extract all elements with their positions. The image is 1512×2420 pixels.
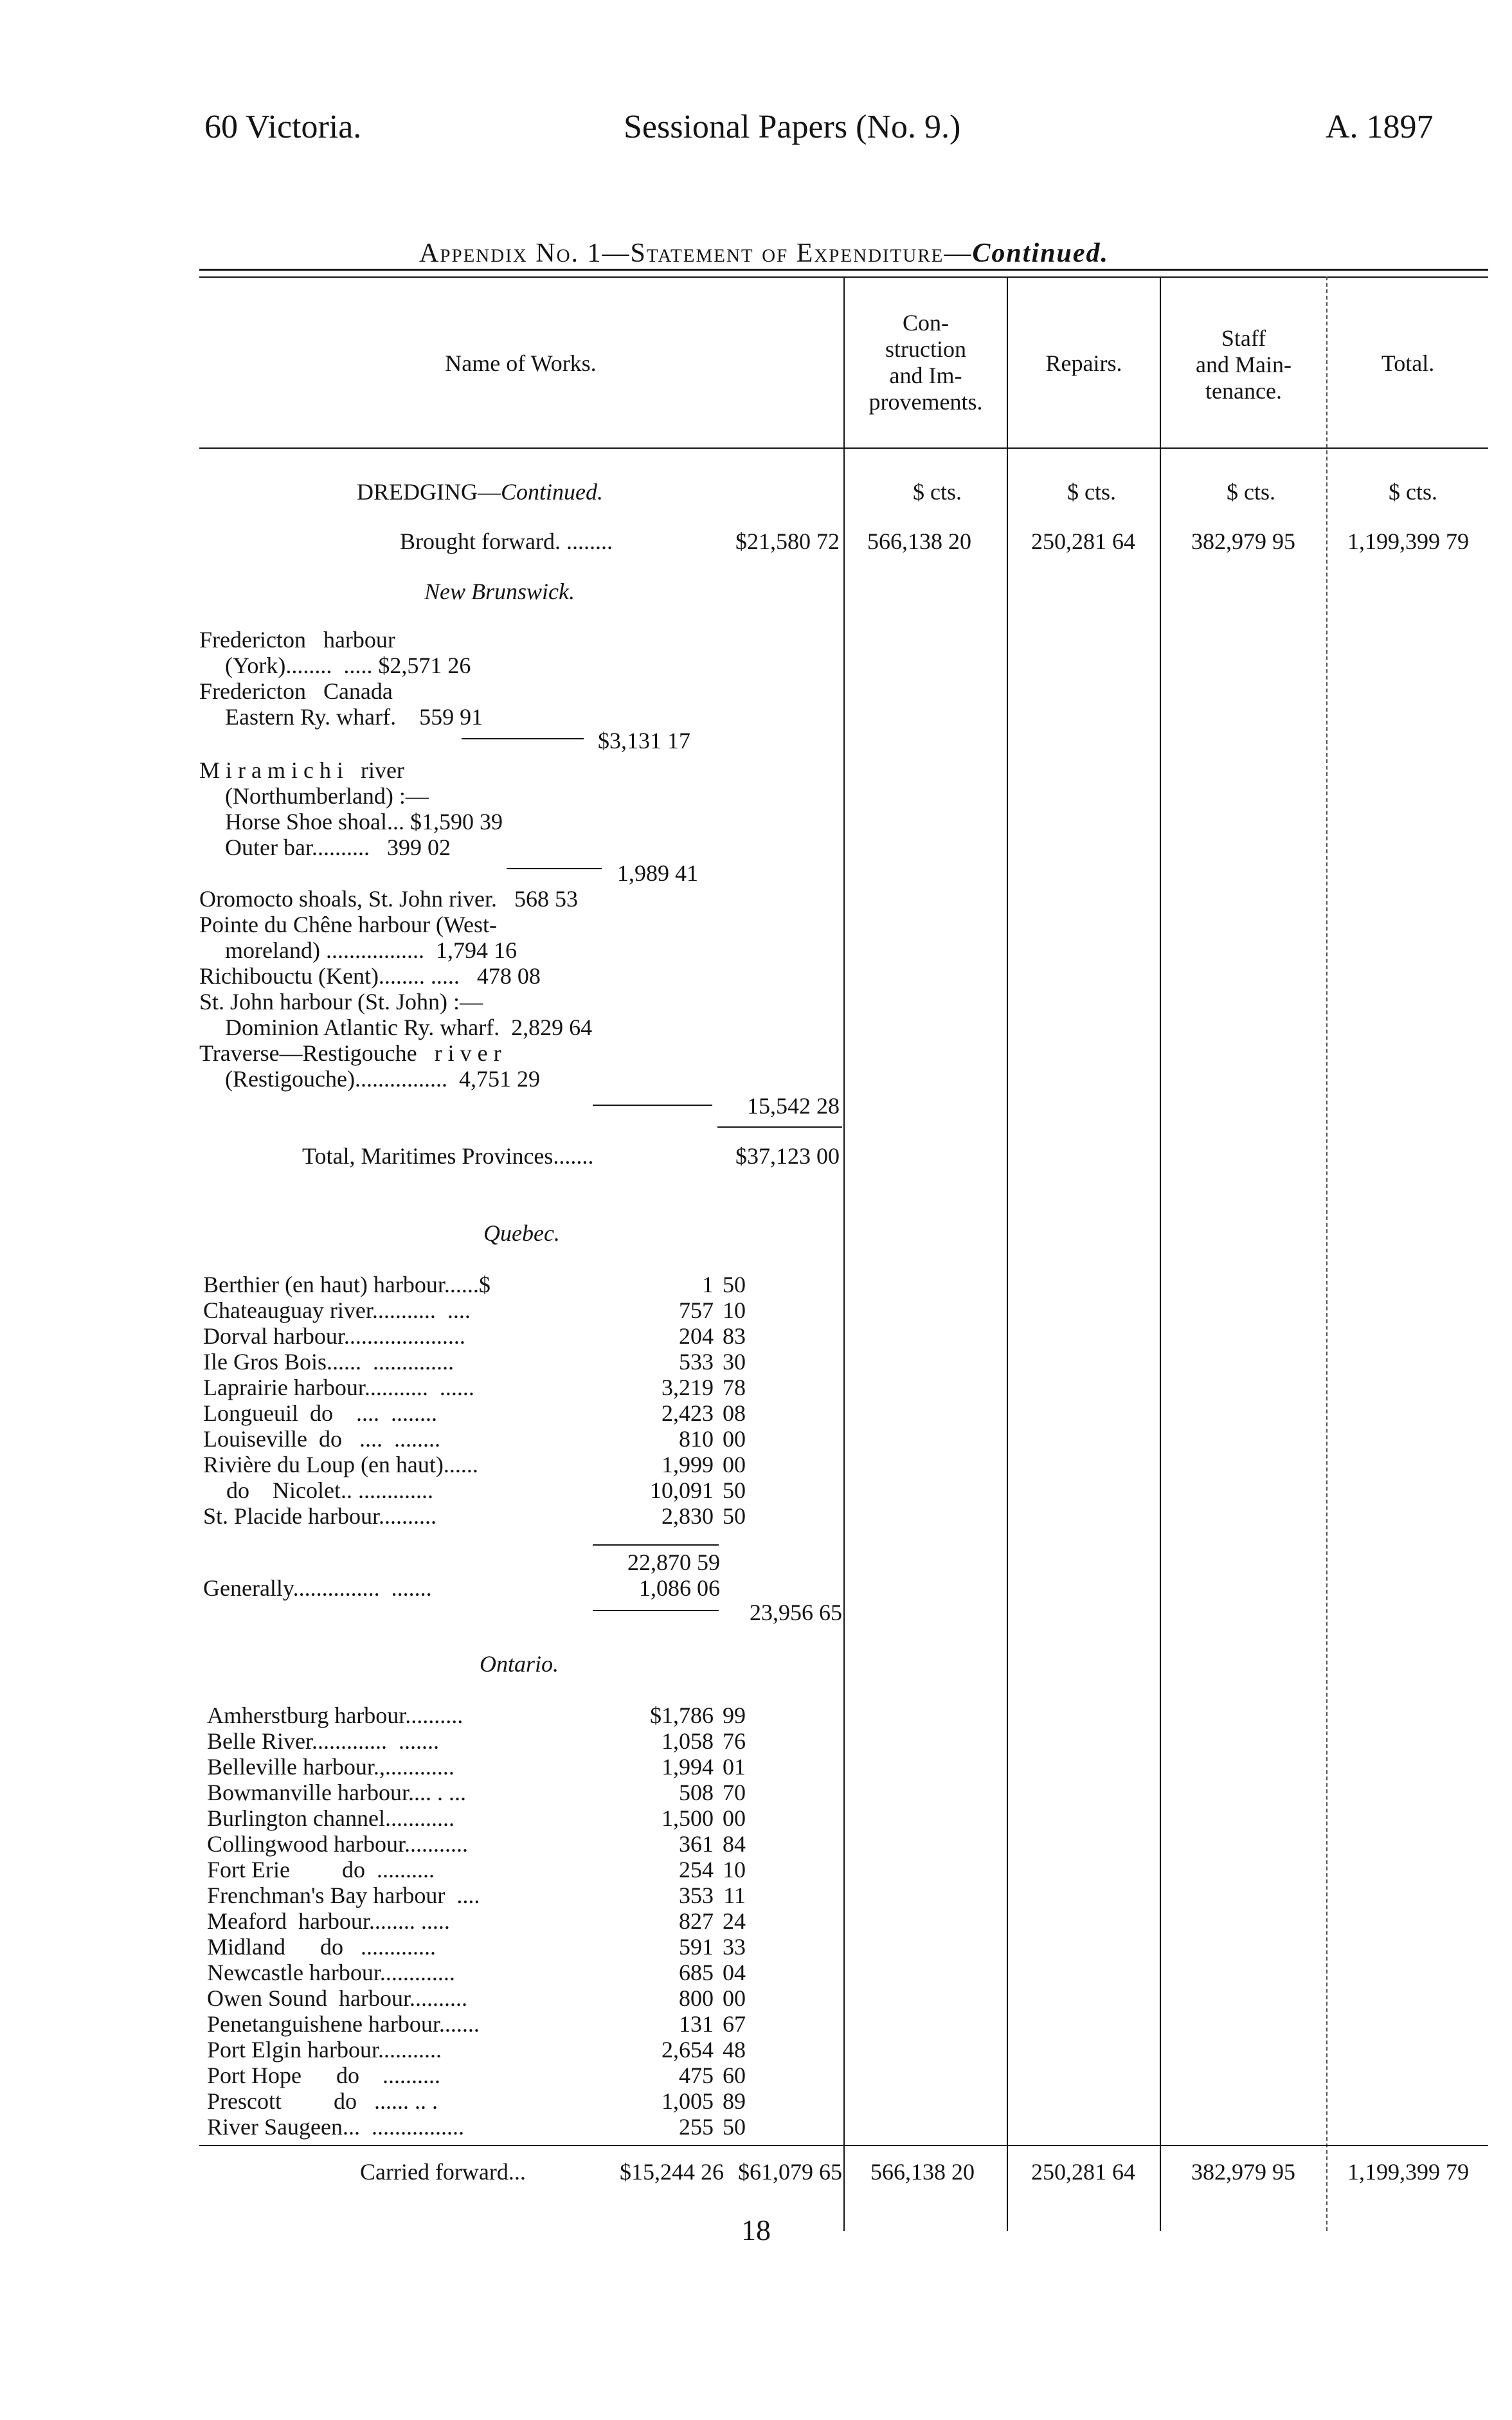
- quebec-row-name: Louiseville do .... ........: [203, 1426, 440, 1452]
- quebec-subtotal-rule: [593, 1610, 719, 1611]
- carried-forward-label: Carried forward...: [360, 2159, 526, 2185]
- ontario-row-dollars: 131: [679, 2011, 714, 2037]
- ontario-row-cents: 67: [723, 2011, 746, 2037]
- ontario-row-dollars: 2,654: [662, 2037, 714, 2063]
- ontario-row: [207, 2063, 850, 2088]
- ontario-row-dollars: 1,058: [662, 1728, 714, 1754]
- quebec-row: [203, 1323, 846, 1349]
- header-volume: 60 Victoria.: [204, 109, 362, 145]
- section-title: [357, 479, 603, 505]
- quebec-row-dollars: 757: [679, 1297, 714, 1323]
- ontario-row-cents: 00: [723, 1805, 746, 1831]
- quebec-row-name: Dorval harbour.....................: [203, 1323, 465, 1349]
- header-year: A. 1897: [1326, 109, 1434, 145]
- quebec-row-dollars: 10,091: [650, 1477, 714, 1503]
- section-title-caps: DREDGING—: [357, 479, 501, 505]
- page-title: [0, 207, 1512, 269]
- ontario-row-cents: 48: [723, 2037, 746, 2063]
- ontario-row: [207, 1702, 850, 1728]
- ontario-row-cents: 99: [723, 1702, 746, 1728]
- ontario-row-name: Midland do .............: [207, 1934, 436, 1960]
- quebec-row: [203, 1400, 846, 1426]
- brought-forward-amount: $21,580 72: [735, 528, 840, 554]
- nb-line: Richibouctu (Kent)........ ..... 478 08: [199, 963, 541, 989]
- quebec-row-cents: 78: [723, 1375, 746, 1400]
- carried-forward-amount-1: $15,244 26: [620, 2159, 724, 2185]
- brought-forward-repairs: 250,281 64: [1031, 528, 1135, 554]
- ontario-row-cents: 60: [723, 2063, 746, 2088]
- ontario-row-name: Fort Erie do ..........: [207, 1857, 435, 1883]
- quebec-row: [203, 1477, 846, 1503]
- ontario-row: [207, 1831, 850, 1857]
- nb-line: 1,989 41: [617, 860, 698, 886]
- nb-line: (Restigouche)................ 4,751 29: [225, 1066, 540, 1092]
- quebec-row-dollars: 533: [679, 1349, 714, 1375]
- quebec-row-cents: 10: [723, 1297, 746, 1323]
- quebec-row-name: St. Placide harbour..........: [203, 1503, 437, 1529]
- ontario-row-cents: 00: [723, 1985, 746, 2011]
- nb-line: (York)........ ..... $2,571 26: [225, 653, 471, 678]
- column-header-name: Name of Works.: [445, 350, 597, 376]
- ontario-row-cents: 01: [723, 1754, 746, 1780]
- ontario-row-cents: 89: [723, 2088, 746, 2114]
- quebec-row-name: Berthier (en haut) harbour......$: [203, 1272, 491, 1297]
- brought-forward-label: Brought forward. ........: [400, 528, 613, 554]
- column-header-staff: Staff and Main- tenance.: [1196, 325, 1292, 404]
- ontario-row-name: Port Hope do ..........: [207, 2063, 440, 2088]
- ontario-row-dollars: 827: [679, 1908, 714, 1934]
- ontario-row-name: Collingwood harbour...........: [207, 1831, 468, 1857]
- header-sessional-papers: Sessional Papers (No. 9.): [624, 109, 961, 145]
- carried-forward-repairs: 250,281 64: [1031, 2159, 1135, 2185]
- ontario-row-name: Port Elgin harbour...........: [207, 2037, 442, 2063]
- quebec-heading: Quebec.: [483, 1220, 560, 1246]
- brought-forward-staff: 382,979 95: [1191, 528, 1295, 554]
- quebec-row-cents: 50: [723, 1503, 746, 1529]
- new-brunswick-heading: New Brunswick.: [424, 579, 575, 604]
- nb-line: Dominion Atlantic Ry. wharf. 2,829 64: [225, 1015, 593, 1040]
- carried-forward-amount-2: $61,079 65: [738, 2159, 842, 2185]
- nb-line: Horse Shoe shoal... $1,590 39: [225, 809, 503, 835]
- nb-line: St. John harbour (St. John) :—: [199, 989, 483, 1015]
- ontario-row-name: Owen Sound harbour..........: [207, 1985, 467, 2011]
- ontario-row-dollars: 1,500: [662, 1805, 714, 1831]
- quebec-row-name: Laprairie harbour........... ......: [203, 1375, 474, 1400]
- units-construction: $ cts.: [913, 479, 962, 505]
- quebec-row: [203, 1297, 846, 1323]
- ontario-row-dollars: 361: [679, 1831, 714, 1857]
- ontario-row-cents: 33: [723, 1934, 746, 1960]
- ontario-row: [207, 1985, 850, 2011]
- quebec-row-dollars: 2,423: [662, 1400, 714, 1426]
- title-caps: Appendix No. 1—Statement of Expenditure—: [419, 239, 973, 268]
- units-total: $ cts.: [1389, 479, 1437, 505]
- ontario-row-name: Penetanguishene harbour.......: [207, 2011, 480, 2037]
- ontario-row-dollars: 1,005: [662, 2088, 714, 2114]
- ontario-row-name: Bowmanville harbour.... . ...: [207, 1780, 466, 1805]
- units-staff: $ cts.: [1227, 479, 1275, 505]
- quebec-row: [203, 1503, 846, 1529]
- ontario-row-dollars: 508: [679, 1780, 714, 1805]
- table-top-rule: [199, 269, 1488, 271]
- nb-line: Fredericton harbour: [199, 627, 395, 653]
- maritimes-total-label: Total, Maritimes Provinces.......: [302, 1143, 594, 1169]
- quebec-subtotal: 23,956 65: [750, 1600, 842, 1625]
- ontario-row: [207, 1960, 850, 1985]
- column-divider-total: [1326, 276, 1328, 2231]
- carried-forward-total: 1,199,399 79: [1347, 2159, 1469, 2185]
- quebec-row: [203, 1349, 846, 1375]
- ontario-row: [207, 1934, 850, 1960]
- nb-line: Eastern Ry. wharf. 559 91: [225, 704, 483, 730]
- quebec-row: [203, 1272, 846, 1297]
- ontario-row-name: Frenchman's Bay harbour ....: [207, 1883, 480, 1908]
- ontario-row: [207, 1805, 850, 1831]
- brought-forward-construction: 566,138 20: [867, 528, 971, 554]
- ontario-heading: Ontario.: [480, 1651, 559, 1677]
- nb-line: (Northumberland) :—: [225, 783, 429, 809]
- quebec-sum-rule: [593, 1544, 719, 1546]
- ontario-row-cents: 50: [723, 2114, 746, 2140]
- quebec-row-dollars: 1: [702, 1272, 714, 1297]
- quebec-sum: 22,870 59: [627, 1549, 720, 1575]
- carried-forward-construction: 566,138 20: [870, 2159, 975, 2185]
- ontario-row-name: Belle River............. .......: [207, 1728, 439, 1754]
- ontario-row-dollars: 353: [679, 1883, 714, 1908]
- column-divider-repairs: [1007, 276, 1008, 2231]
- quebec-row: [203, 1452, 846, 1477]
- quebec-row-cents: 00: [723, 1426, 746, 1452]
- ontario-row: [207, 1754, 850, 1780]
- quebec-row-name: Chateauguay river........... ....: [203, 1297, 471, 1323]
- ontario-row-dollars: 254: [679, 1857, 714, 1883]
- quebec-row-dollars: 2,830: [662, 1503, 714, 1529]
- ontario-row-name: Meaford harbour........ .....: [207, 1908, 450, 1934]
- quebec-generally: 1,086 06: [639, 1575, 720, 1601]
- ontario-row-dollars: 255: [679, 2114, 714, 2140]
- quebec-row-cents: 30: [723, 1349, 746, 1375]
- ontario-row-cents: 76: [723, 1728, 746, 1754]
- nb-line: Traverse—Restigouche r i v e r: [199, 1040, 501, 1066]
- ontario-row-name: Newcastle harbour.............: [207, 1960, 455, 1985]
- ontario-row-cents: 24: [723, 1908, 746, 1934]
- quebec-row-name: Longueuil do .... ........: [203, 1400, 437, 1426]
- quebec-row-dollars: 204: [679, 1323, 714, 1349]
- ontario-row-dollars: 1,994: [662, 1754, 714, 1780]
- ontario-row: [207, 2088, 850, 2114]
- nb-subtotal-rule: [593, 1105, 712, 1106]
- ontario-row-name: Burlington channel............: [207, 1805, 455, 1831]
- maritimes-total-rule: [717, 1126, 842, 1128]
- quebec-generally-label: Generally............... .......: [203, 1575, 432, 1601]
- quebec-row-cents: 08: [723, 1400, 746, 1426]
- ontario-row-name: Prescott do ...... .. .: [207, 2088, 438, 2114]
- ontario-row-cents: 11: [723, 1883, 746, 1908]
- column-header-total: Total.: [1381, 350, 1435, 376]
- quebec-row-dollars: 3,219: [662, 1375, 714, 1400]
- ontario-row-dollars: 800: [679, 1985, 714, 2011]
- ontario-row-dollars: 685: [679, 1960, 714, 1985]
- nb-sum-rule: [462, 738, 584, 739]
- quebec-row-cents: 83: [723, 1323, 746, 1349]
- page-number: 18: [741, 2214, 771, 2246]
- nb-line: $3,131 17: [598, 728, 690, 754]
- maritimes-total-amount: $37,123 00: [735, 1143, 840, 1169]
- ontario-row: [207, 1908, 850, 1934]
- column-header-construction: Con- struction and Im- provements.: [869, 310, 983, 415]
- nb-line: Oromocto shoals, St. John river. 568 53: [199, 886, 578, 912]
- carried-forward-rule: [199, 2145, 1488, 2146]
- quebec-row-name: Ile Gros Bois...... ..............: [203, 1349, 454, 1375]
- ontario-row-cents: 84: [723, 1831, 746, 1857]
- units-repairs: $ cts.: [1067, 479, 1116, 505]
- nb-sum-rule: [507, 868, 602, 869]
- ontario-row: [207, 1728, 850, 1754]
- quebec-row-cents: 50: [723, 1477, 746, 1503]
- nb-line: Fredericton Canada: [199, 678, 393, 704]
- quebec-row-dollars: 810: [679, 1426, 714, 1452]
- ontario-row: [207, 2037, 850, 2063]
- ontario-row: [207, 1857, 850, 1883]
- nb-line: moreland) ................. 1,794 16: [225, 937, 517, 963]
- quebec-row-name: do Nicolet.. .............: [203, 1477, 433, 1503]
- column-divider-staff: [1160, 276, 1161, 2231]
- ontario-row-name: Belleville harbour.,............: [207, 1754, 455, 1780]
- ontario-row-cents: 10: [723, 1857, 746, 1883]
- column-header-repairs: Repairs.: [1045, 350, 1122, 376]
- ontario-row-name: River Saugeen... ................: [207, 2114, 464, 2140]
- new-brunswick-subtotal: 15,542 28: [747, 1093, 840, 1119]
- nb-line: Outer bar.......... 399 02: [225, 835, 451, 860]
- ontario-row-dollars: $1,786: [650, 1702, 714, 1728]
- ontario-row-name: Amherstburg harbour..........: [207, 1702, 464, 1728]
- ontario-row: [207, 2114, 850, 2140]
- ontario-row: [207, 2011, 850, 2037]
- ontario-row-dollars: 475: [679, 2063, 714, 2088]
- ontario-row-cents: 70: [723, 1780, 746, 1805]
- brought-forward-total: 1,199,399 79: [1347, 528, 1469, 554]
- quebec-row-cents: 00: [723, 1452, 746, 1477]
- quebec-row: [203, 1426, 846, 1452]
- carried-forward-staff: 382,979 95: [1191, 2159, 1295, 2185]
- quebec-row: [203, 1375, 846, 1400]
- quebec-row-dollars: 1,999: [662, 1452, 714, 1477]
- title-italic: Continued.: [972, 239, 1109, 268]
- nb-line: Pointe du Chêne harbour (West-: [199, 912, 497, 937]
- quebec-row-cents: 50: [723, 1272, 746, 1297]
- ontario-row: [207, 1883, 850, 1908]
- ontario-row: [207, 1780, 850, 1805]
- nb-line: M i r a m i c h i river: [199, 757, 404, 783]
- section-title-italic: Continued.: [500, 479, 603, 505]
- ontario-row-dollars: 591: [679, 1934, 714, 1960]
- ontario-row-cents: 04: [723, 1960, 746, 1985]
- quebec-row-name: Rivière du Loup (en haut)......: [203, 1452, 478, 1477]
